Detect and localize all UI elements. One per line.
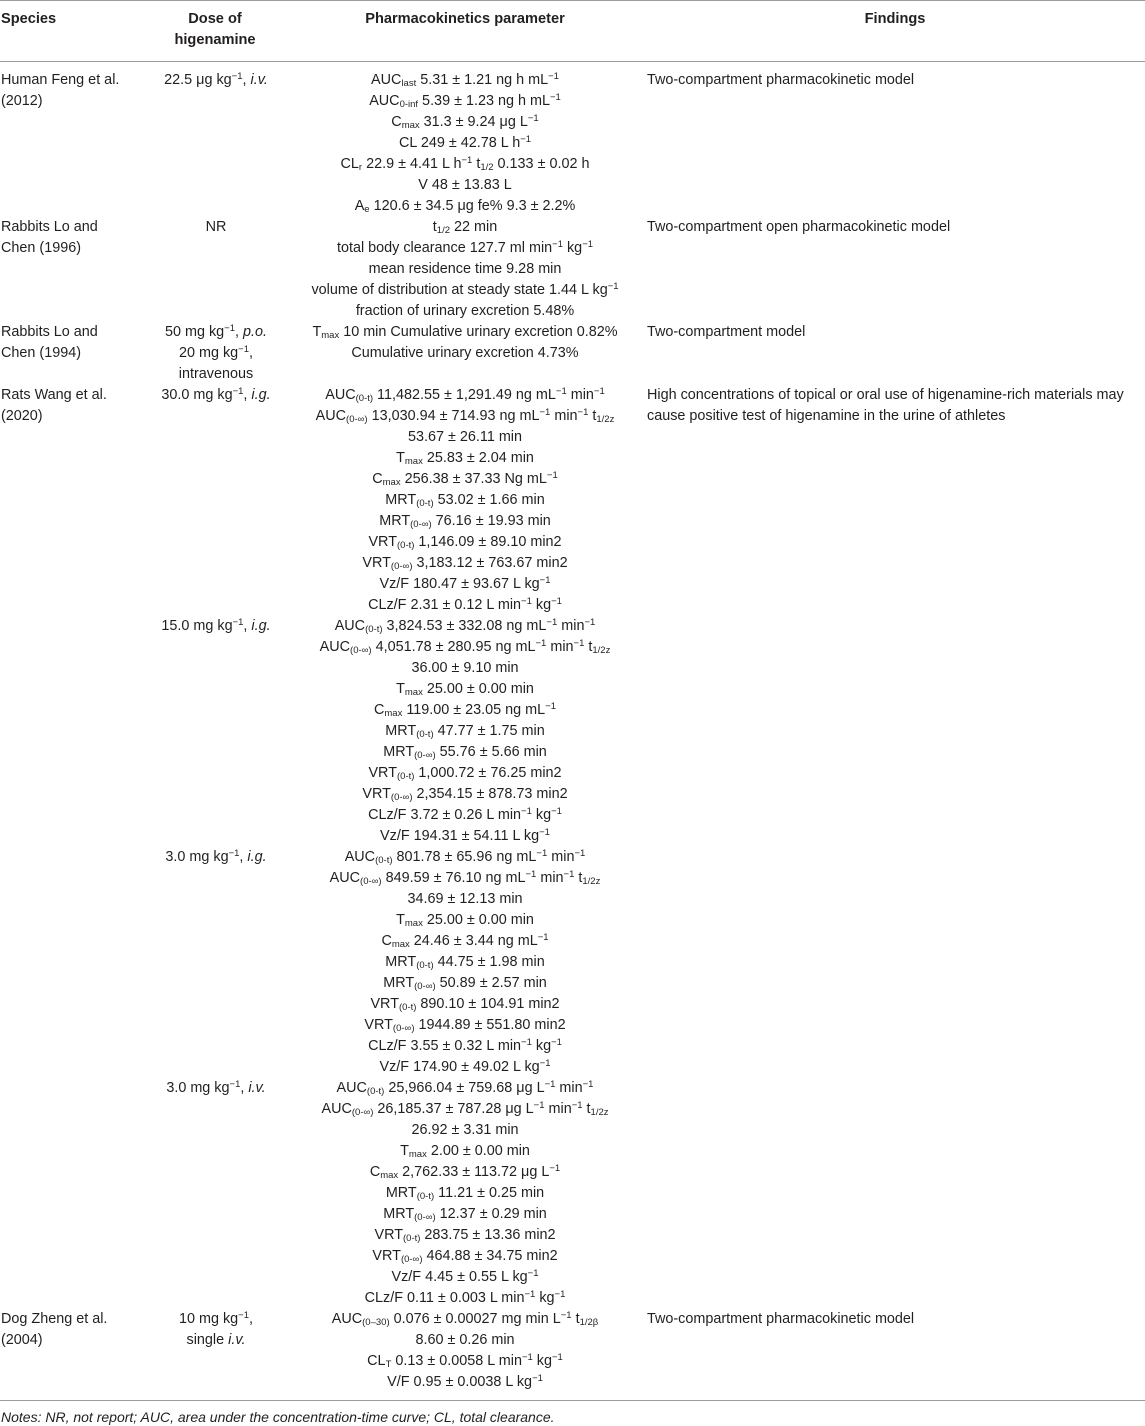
parameter-line: $VRT_{(0-t)}$ 890.10 ± 104.91 min2 xyxy=(370,996,560,1013)
parameter-line: $T_{max}$ 25.83 ± 2.04 min xyxy=(396,450,534,467)
parameter-line: $MRT_{(0-\infty)}$ 76.16 ± 19.93 min xyxy=(379,513,551,530)
dose-cell: 30.0 mg $kg^{-1}$, i.g. xyxy=(161,386,271,403)
parameter-line: $AUC_{(0-\infty)}$ 26,185.37 ± 787.28 μg $L^{-1}$ $\min^{-1} t_{1/2z}$ xyxy=(321,1100,609,1118)
header-findings: Findings xyxy=(864,11,926,27)
parameter-line: $C_{max}$ 119.00 ± 23.05 ng $mL^{-1}$ xyxy=(373,701,557,719)
parameter-line: $T_{max}$ 10 min Cumulative urinary excretion 0.82% xyxy=(312,324,618,341)
parameter-line: fraction of urinary excretion 5.48% xyxy=(355,303,575,319)
parameter-line: Vz/F 180.47 ± 93.67 L $kg^{-1}$ xyxy=(379,575,551,592)
parameter-line: 8.60 ± 0.26 min xyxy=(415,1332,515,1348)
header-dose xyxy=(174,9,255,51)
parameter-line: $AUC_{(0-t)}$ 11,482.55 ± 1,291.49 ng $mL^{-1}$ $\min^{-1}$ xyxy=(325,386,605,404)
parameter-line: $T_{max}$ 25.00 ± 0.00 min xyxy=(396,912,534,929)
parameter-line: mean residence time 9.28 min xyxy=(368,261,562,277)
species-cell: Dog Zheng et al. xyxy=(1,1311,108,1327)
parameter-line: $T_{max}$ 25.00 ± 0.00 min xyxy=(396,681,534,698)
parameter-line: $VRT_{(0-\infty)}$ 2,354.15 ± 878.73 min2 xyxy=(362,786,568,803)
dose-cell: intravenous xyxy=(178,366,254,382)
parameter-line: 34.69 ± 12.13 min xyxy=(407,891,523,907)
parameter-line: CLz/F 3.55 ± 0.32 L $\min^{-1} kg^{-1}$ xyxy=(368,1037,562,1054)
header-rule xyxy=(0,61,1145,62)
parameter-line: $VRT_{(0-t)}$ 1,000.72 ± 76.25 min2 xyxy=(368,765,562,782)
parameter-line: $MRT_{(0-t)}$ 44.75 ± 1.98 min xyxy=(385,954,545,971)
parameter-line: $VRT_{(0-\infty)}$ 1944.89 ± 551.80 min2 xyxy=(364,1017,566,1034)
parameter-line: $C_{max}$ 31.3 ± 9.24 μg $L^{-1}$ xyxy=(391,113,539,131)
parameter-line: $AUC_{0-inf}$ 5.39 ± 1.23 ng h $mL^{-1}$ xyxy=(369,92,561,110)
parameter-line: Vz/F 4.45 ± 0.55 L $kg^{-1}$ xyxy=(391,1268,539,1285)
header-species: Species xyxy=(1,11,57,27)
parameter-line: $AUC_{(0-30)}$ 0.076 ± 0.00027 mg $\min L^{-1}$ $t_{1/2\beta}$ xyxy=(331,1310,599,1328)
parameter-line: $MRT_{(0-\infty)}$ 12.37 ± 0.29 min xyxy=(383,1206,547,1223)
findings-cell: Two-compartment model xyxy=(647,324,806,340)
parameter-line: $AUC_{(0-\infty)}$ 4,051.78 ± 280.95 ng $mL^{-1}$ $\min^{-1} t_{1/2z}$ xyxy=(319,638,611,656)
parameter-line: CLz/F 2.31 ± 0.12 L $\min^{-1} kg^{-1}$ xyxy=(368,596,562,613)
parameter-line: $AUC_{(0-t)}$ 25,966.04 ± 759.68 μg $L^{-1}$ $\min^{-1}$ xyxy=(336,1079,594,1097)
parameter-line: CLz/F 3.72 ± 0.26 L $\min^{-1} kg^{-1}$ xyxy=(368,806,562,823)
table-notes: Notes: NR, not report; AUC, area under the concentration-time curve; CL, total clearance. xyxy=(1,1409,555,1425)
species-cell: Chen (1996) xyxy=(1,240,81,256)
parameter-line: Cumulative urinary excretion 4.73% xyxy=(351,345,579,361)
header-parameter: Pharmacokinetics parameter xyxy=(365,11,565,27)
species-cell: Human Feng et al. xyxy=(1,72,120,88)
parameter-line: $C_{max}$ 24.46 ± 3.44 ng $mL^{-1}$ xyxy=(381,932,549,950)
parameter-line: $t_{1/2}$ 22 min xyxy=(432,219,498,236)
findings-cell: Two-compartment pharmacokinetic model xyxy=(647,72,915,88)
parameter-line: volume of distribution at steady state 1.44 L $kg^{-1}$ xyxy=(311,281,619,298)
parameter-line: CL 249 ± 42.78 L $h^{-1}$ xyxy=(398,134,532,151)
species-cell: (2012) xyxy=(1,93,43,109)
parameter-line: V/F 0.95 ± 0.0038 L $kg^{-1}$ xyxy=(387,1373,543,1390)
parameter-line: total body clearance 127.7 ml $\min^{-1} kg^{-1}$ xyxy=(336,239,594,256)
parameter-line: $MRT_{(0-t)}$ 47.77 ± 1.75 min xyxy=(385,723,545,740)
parameter-line: V 48 ± 13.83 L xyxy=(418,177,512,193)
parameter-line: $CL_T$ 0.13 ± 0.0058 L $\min^{-1} kg^{-1}$ xyxy=(367,1352,563,1370)
parameter-line: $AUC_{last}$ 5.31 ± 1.21 ng h $mL^{-1}$ xyxy=(371,71,559,89)
dose-cell: single i.v. xyxy=(186,1332,246,1348)
parameter-line: 36.00 ± 9.10 min xyxy=(411,660,519,676)
parameter-line: $MRT_{(0-t)}$ 53.02 ± 1.66 min xyxy=(385,492,545,509)
parameter-line: Vz/F 194.31 ± 54.11 L $kg^{-1}$ xyxy=(380,827,550,844)
parameter-line: $AUC_{(0-\infty)}$ 849.59 ± 76.10 ng $mL^{-1}$ $\min^{-1} t_{1/2z}$ xyxy=(329,869,601,887)
findings-cell: Two-compartment open pharmacokinetic model xyxy=(647,219,951,235)
dose-cell: 15.0 mg $kg^{-1}$, i.g. xyxy=(161,617,271,634)
dose-cell: 10 mg $kg^{-1}$, xyxy=(178,1310,254,1327)
dose-cell: 22.5 μg $kg^{-1}$, i.v. xyxy=(164,71,268,88)
parameter-line: $C_{max}$ 256.38 ± 37.33 Ng $mL^{-1}$ xyxy=(372,470,558,488)
parameter-line: $A_e$ 120.6 ± 34.5 μg fe% 9.3 ± 2.2% xyxy=(354,198,576,215)
bottom-rule xyxy=(0,1400,1145,1401)
parameter-line: $VRT_{(0-t)}$ 1,146.09 ± 89.10 min2 xyxy=(368,534,562,551)
species-cell: (2004) xyxy=(1,1332,43,1348)
species-cell: (2020) xyxy=(1,408,43,424)
dose-cell: 3.0 mg $kg^{-1}$, i.g. xyxy=(165,848,267,865)
dose-cell: 50 mg $kg^{-1}$, p.o. xyxy=(164,323,268,340)
parameter-line: $MRT_{(0-\infty)}$ 50.89 ± 2.57 min xyxy=(383,975,547,992)
top-rule xyxy=(0,0,1145,1)
dose-cell: 20 mg $kg^{-1}$, xyxy=(178,344,254,361)
parameter-line: 26.92 ± 3.31 min xyxy=(411,1122,519,1138)
header-dose-line2: higenamine xyxy=(174,32,256,48)
parameter-line: $C_{max}$ 2,762.33 ± 113.72 μg $L^{-1}$ xyxy=(369,1163,561,1181)
parameter-line: $MRT_{(0-t)}$ 11.21 ± 0.25 min xyxy=(385,1185,545,1202)
parameter-line: CLz/F 0.11 ± 0.003 L $\min^{-1} kg^{-1}$ xyxy=(364,1289,566,1306)
dose-cell: NR xyxy=(205,219,227,235)
parameter-line: $VRT_{(0-\infty)}$ 464.88 ± 34.75 min2 xyxy=(372,1248,558,1265)
parameter-line: $AUC_{(0-t)}$ 3,824.53 ± 332.08 ng $mL^{-1}$ $\min^{-1}$ xyxy=(334,617,596,635)
findings-cell: Two-compartment pharmacokinetic model xyxy=(647,1311,915,1327)
species-cell: Rats Wang et al. xyxy=(1,387,107,403)
parameter-line: $AUC_{(0-\infty)}$ 13,030.94 ± 714.93 ng $mL^{-1}$ $\min^{-1} t_{1/2z}$ xyxy=(315,407,615,425)
dose-cell: 3.0 mg $kg^{-1}$, i.v. xyxy=(166,1079,266,1096)
parameter-line: 53.67 ± 26.11 min xyxy=(407,429,523,445)
parameter-line: $VRT_{(0-t)}$ 283.75 ± 13.36 min2 xyxy=(374,1227,556,1244)
parameter-line: $CL_r$ 22.9 ± 4.41 L $h^{-1}$ $t_{1/2}$ 0.133 ± 0.02 h xyxy=(340,155,590,173)
species-cell: Rabbits Lo and xyxy=(1,219,98,235)
parameter-line: $MRT_{(0-\infty)}$ 55.76 ± 5.66 min xyxy=(383,744,547,761)
parameter-line: $T_{max}$ 2.00 ± 0.00 min xyxy=(400,1143,530,1160)
species-cell: Chen (1994) xyxy=(1,345,81,361)
header-dose-line1: Dose of xyxy=(188,11,242,27)
species-cell: Rabbits Lo and xyxy=(1,324,98,340)
findings-cell: cause positive test of higenamine in the urine of athletes xyxy=(647,408,1006,424)
parameter-line: $AUC_{(0-t)}$ 801.78 ± 65.96 ng $mL^{-1}$ $\min^{-1}$ xyxy=(344,848,586,866)
parameter-line: Vz/F 174.90 ± 49.02 L $kg^{-1}$ xyxy=(379,1058,551,1075)
findings-cell: High concentrations of topical or oral use of higenamine-rich materials may xyxy=(647,387,1124,403)
parameter-line: $VRT_{(0-\infty)}$ 3,183.12 ± 763.67 min2 xyxy=(362,555,568,572)
